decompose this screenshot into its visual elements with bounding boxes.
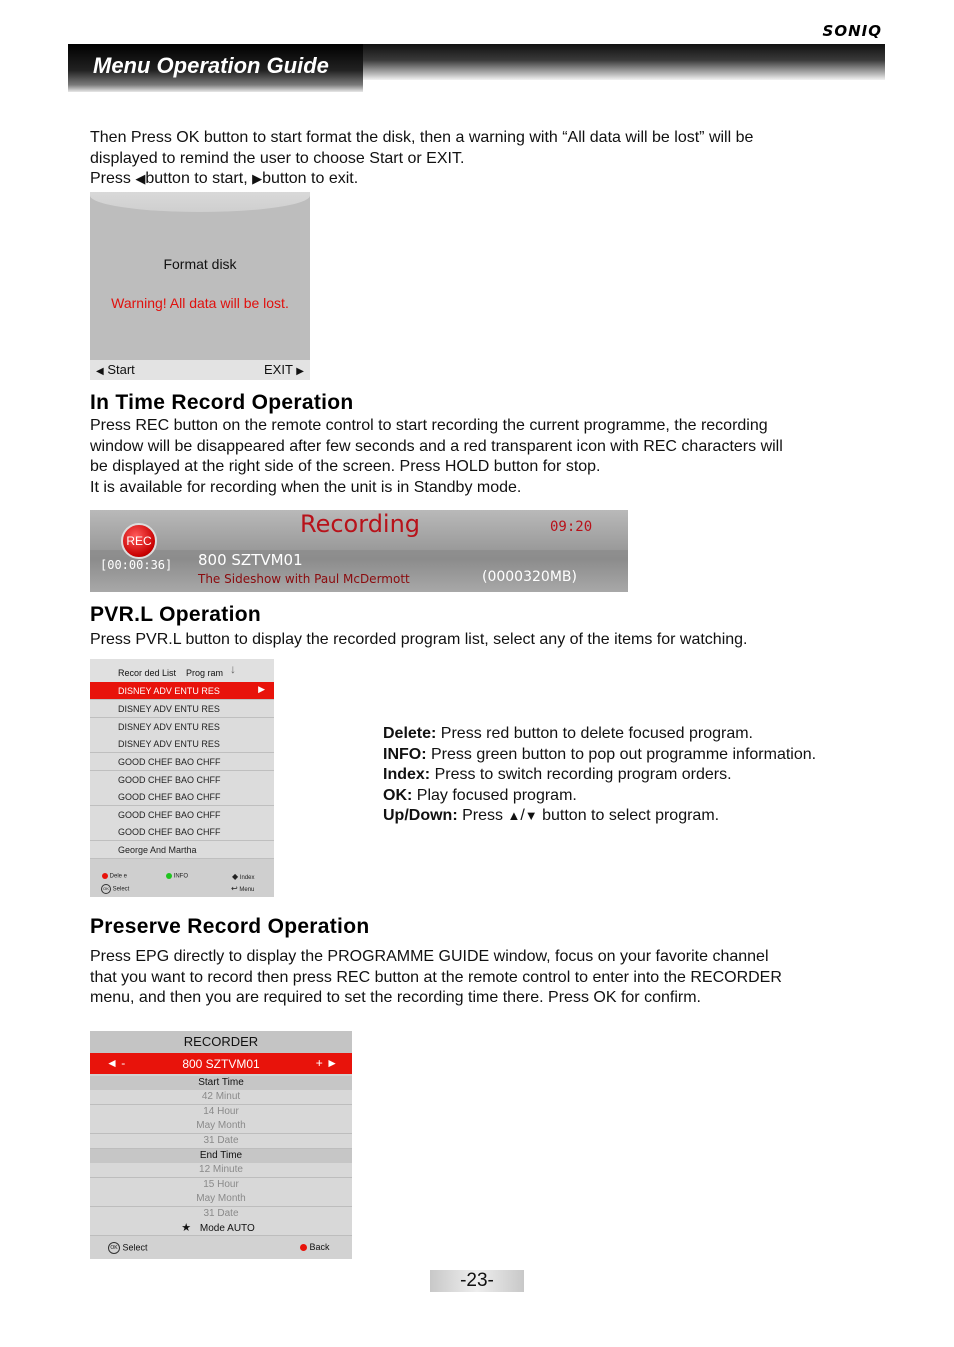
list-item[interactable] bbox=[90, 682, 274, 700]
recording-title: Recording bbox=[300, 510, 421, 538]
header-program: Prog ram bbox=[186, 668, 224, 678]
page-number: -23- bbox=[430, 1270, 524, 1292]
recording-banner bbox=[90, 510, 628, 592]
recorded-list-header bbox=[90, 659, 274, 682]
start-month-field[interactable]: May Month bbox=[90, 1119, 352, 1134]
recorder-menu bbox=[90, 1031, 352, 1259]
in-time-line-3: be displayed at the right side of the screen. Press HOLD button for stop. bbox=[90, 458, 601, 476]
pvr-text: Press PVR.L button to display the recorded program list, select any of the items for watching. bbox=[90, 631, 748, 648]
up-triangle-icon: ▲ bbox=[507, 808, 521, 824]
menu-hint-label: Menu bbox=[239, 887, 255, 893]
section-heading-pvr: PVR.L Operation bbox=[90, 603, 261, 626]
back-hint bbox=[300, 1242, 330, 1252]
list-item[interactable] bbox=[90, 806, 274, 824]
exit-button[interactable] bbox=[264, 362, 304, 377]
prev-channel-icon[interactable]: ◄ - bbox=[106, 1056, 126, 1070]
preserve-line-3: menu, and then you are required to set the recording time there. Press OK for confirm. bbox=[90, 989, 701, 1007]
exit-label: EXIT bbox=[264, 362, 293, 377]
brand-logo: SONIQ bbox=[822, 22, 882, 40]
info-hint bbox=[166, 873, 188, 880]
dialog-warning: Warning! All data will be lost. bbox=[111, 295, 289, 311]
right-triangle-icon: ▶ bbox=[252, 171, 263, 187]
end-month-field[interactable]: May Month bbox=[90, 1192, 352, 1207]
format-line-3c: button to exit. bbox=[262, 170, 359, 188]
end-hour-field[interactable]: 15 Hour bbox=[90, 1178, 352, 1193]
section-heading-in-time: In Time Record Operation bbox=[90, 391, 354, 414]
index-hint bbox=[232, 872, 255, 881]
start-date-field[interactable]: 31 Date bbox=[90, 1134, 352, 1149]
preserve-text bbox=[90, 947, 782, 1009]
elapsed-time: [00:00:36] bbox=[100, 558, 173, 572]
mode-label: Mode AUTO bbox=[199, 1223, 255, 1234]
start-label: Start bbox=[107, 362, 135, 377]
back-hint-label: Back bbox=[309, 1242, 330, 1252]
select-hint bbox=[101, 884, 129, 894]
index-hint-label: Index bbox=[239, 875, 255, 881]
legend-ok: OK: Play focused program. bbox=[383, 786, 577, 804]
rec-icon: REC bbox=[121, 523, 157, 559]
pvr-key-legend bbox=[383, 724, 816, 827]
list-item[interactable] bbox=[90, 753, 274, 771]
list-item-label: GOOD CHEF BAO CHFF bbox=[118, 792, 221, 802]
legend-info: INFO: Press green button to pop out programme information. bbox=[383, 745, 817, 763]
in-time-text bbox=[90, 416, 783, 498]
select-hint-label: Select bbox=[112, 886, 130, 893]
mode-field[interactable] bbox=[90, 1221, 352, 1236]
recorder-title: RECORDER bbox=[90, 1031, 352, 1053]
section-heading-preserve: Preserve Record Operation bbox=[90, 915, 370, 938]
menu-hint bbox=[231, 884, 254, 893]
green-dot-icon bbox=[166, 873, 172, 879]
select-hint-label: Select bbox=[122, 1242, 148, 1253]
list-item-label: DISNEY ADV ENTU RES bbox=[118, 686, 220, 696]
dialog-top-arc bbox=[90, 192, 310, 212]
list-item-label: GOOD CHEF BAO CHFF bbox=[118, 775, 221, 785]
recorded-list-footer bbox=[90, 859, 274, 897]
in-time-line-4: It is available for recording when the unit is in Standby mode. bbox=[90, 478, 522, 496]
format-line-3 bbox=[90, 169, 753, 190]
red-dot-icon bbox=[300, 1244, 307, 1251]
programme-name: The Sideshow with Paul McDermott bbox=[198, 572, 410, 586]
clock: 09:20 bbox=[550, 519, 593, 535]
next-channel-icon[interactable]: + ► bbox=[315, 1056, 338, 1070]
left-triangle-icon: ◀ bbox=[135, 171, 146, 187]
list-item-label: GOOD CHEF BAO CHFF bbox=[118, 810, 221, 820]
start-minute-field[interactable]: 42 Minut bbox=[90, 1090, 352, 1105]
recorded-list-panel bbox=[90, 659, 274, 897]
ok-icon: OK bbox=[108, 1242, 120, 1254]
down-triangle-icon: ▼ bbox=[524, 808, 538, 824]
format-line-3a: Press bbox=[90, 170, 131, 188]
recorder-footer bbox=[90, 1239, 352, 1259]
start-button[interactable] bbox=[96, 362, 135, 377]
format-line-1: Then Press OK button to start format the disk, then a warning with “All data will be lost” will be bbox=[90, 129, 754, 146]
recording-size: (0000320MB) bbox=[482, 569, 577, 585]
delete-hint bbox=[102, 873, 127, 880]
start-time-header: Start Time bbox=[90, 1076, 352, 1091]
list-item-label: GOOD CHEF BAO CHFF bbox=[118, 757, 221, 767]
end-minute-field[interactable]: 12 Minute bbox=[90, 1163, 352, 1178]
red-dot-icon bbox=[102, 873, 108, 879]
diamond-icon: ◆ bbox=[232, 872, 239, 881]
end-date-field[interactable]: 31 Date bbox=[90, 1207, 352, 1222]
select-hint bbox=[108, 1242, 148, 1254]
legend-delete: Delete: Press red button to delete focused program. bbox=[383, 725, 753, 742]
format-disk-dialog bbox=[90, 192, 310, 380]
end-time-header: End Time bbox=[90, 1149, 352, 1164]
page-title: Menu Operation Guide bbox=[93, 53, 329, 78]
list-item[interactable] bbox=[90, 700, 274, 718]
legend-updown: Up/Down: Press ▲/▼ button to select program. bbox=[383, 807, 720, 825]
preserve-line-1: Press EPG directly to display the PROGRAMME GUIDE window, focus on your favorite channel bbox=[90, 948, 769, 965]
dialog-button-bar bbox=[90, 360, 310, 380]
list-item-label: DISNEY ADV ENTU RES bbox=[118, 704, 220, 714]
play-arrow-icon: ▶ bbox=[258, 684, 265, 694]
ok-icon: OK bbox=[101, 884, 111, 894]
list-item[interactable] bbox=[90, 841, 274, 859]
channel-name: 800 SZTVM01 bbox=[198, 551, 303, 569]
right-triangle-icon: ▶ bbox=[296, 366, 304, 377]
list-item-label: GOOD CHEF BAO CHFF bbox=[118, 827, 221, 837]
delete-hint-label: Dele e bbox=[109, 873, 128, 880]
list-item[interactable] bbox=[90, 823, 274, 841]
list-item-label: George And Martha bbox=[118, 845, 197, 855]
star-icon: ★ bbox=[181, 1222, 192, 1234]
preserve-line-2: that you want to record then press REC button at the remote control to enter into the RECORDER bbox=[90, 968, 782, 986]
list-item[interactable] bbox=[90, 735, 274, 753]
format-line-2: displayed to remind the user to choose Start or EXIT. bbox=[90, 149, 465, 167]
left-triangle-icon: ◀ bbox=[96, 366, 104, 377]
channel-label: 800 SZTVM01 bbox=[182, 1057, 260, 1071]
format-line-3b: button to start, bbox=[145, 170, 248, 188]
sort-arrow-icon: ↓ bbox=[230, 662, 236, 676]
return-arrow-icon: ↩ bbox=[231, 884, 238, 893]
in-time-line-1: Press REC button on the remote control to start recording the current programme, the recording bbox=[90, 417, 768, 434]
info-hint-label: INFO bbox=[173, 873, 189, 880]
in-time-line-2: window will be disappeared after few seconds and a red transparent icon with REC characters will bbox=[90, 437, 783, 455]
list-item-label: DISNEY ADV ENTU RES bbox=[118, 722, 220, 732]
legend-index: Index: Press to switch recording program orders. bbox=[383, 766, 732, 784]
format-instructions bbox=[90, 128, 753, 190]
header-recorded-list: Recor ded List bbox=[118, 668, 177, 678]
list-item[interactable] bbox=[90, 788, 274, 806]
start-hour-field[interactable]: 14 Hour bbox=[90, 1105, 352, 1120]
channel-selector[interactable] bbox=[90, 1053, 352, 1074]
list-item-label: DISNEY ADV ENTU RES bbox=[118, 739, 220, 749]
list-item[interactable] bbox=[90, 771, 274, 789]
dialog-title: Format disk bbox=[163, 256, 237, 272]
list-item[interactable] bbox=[90, 718, 274, 736]
